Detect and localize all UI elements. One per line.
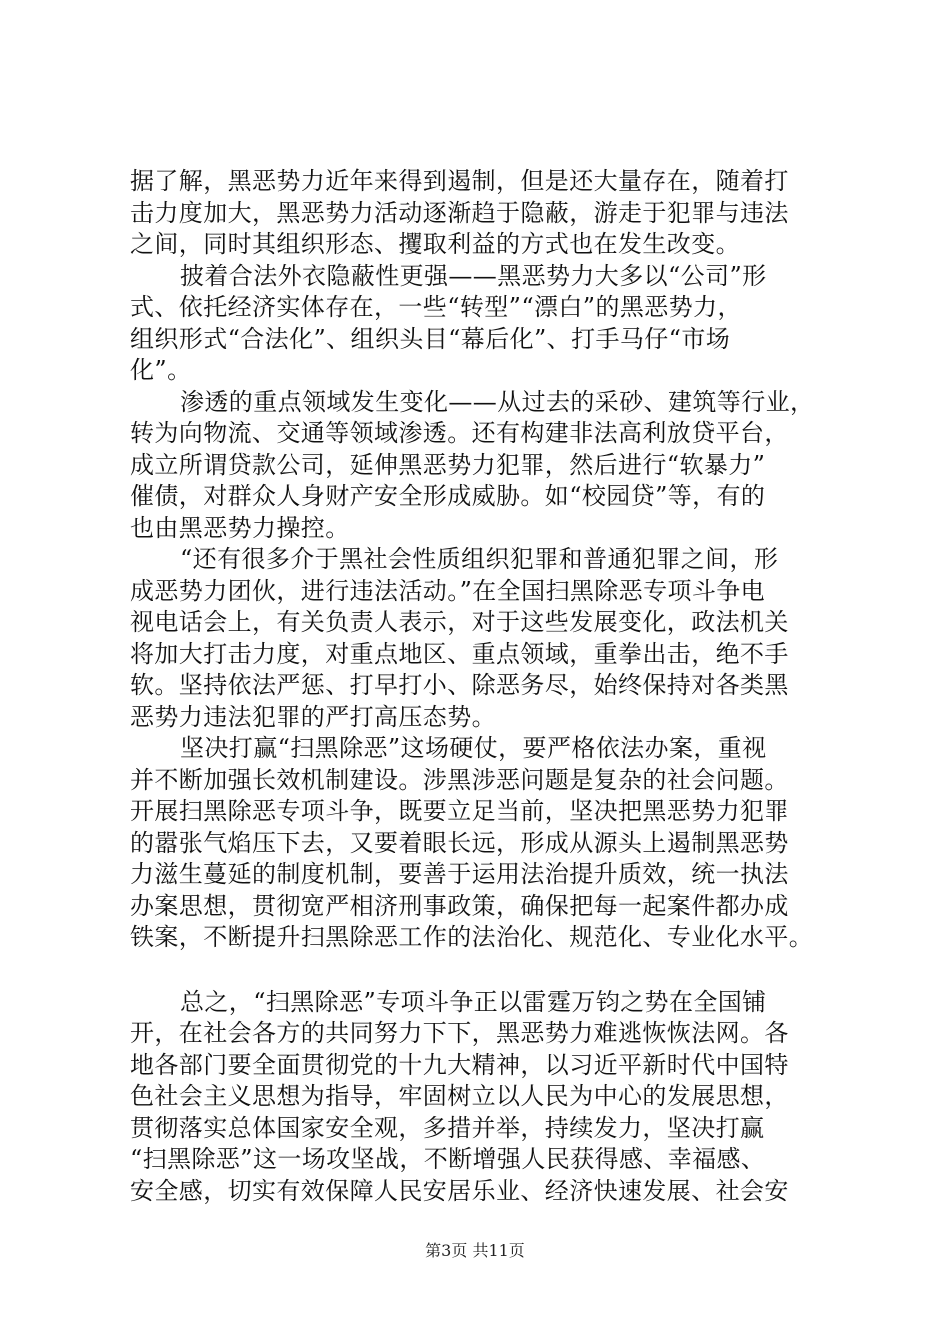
text-line: 恶势力违法犯罪的严打高压态势。 — [130, 702, 496, 731]
text-line: 将加大打击力度，对重点地区、重点领域，重拳出击，绝不手 — [130, 639, 789, 668]
text-line: 之间，同时其组织形态、攫取利益的方式也在发生改变。 — [130, 230, 740, 258]
text-line: 开，在社会各方的共同努力下下，黑恶势力难逃恢恢法网。各 — [130, 1019, 789, 1047]
text-line: 视电话会上，有关负责人表示，对于这些发展变化，政法机关 — [130, 608, 789, 636]
paragraph-1 — [130, 166, 830, 261]
text-line: 转为向物流、交通等领域渗透。还有构建非法高利放贷平台， — [130, 419, 789, 447]
paragraph-2 — [130, 261, 830, 387]
text-line: 地各部门要全面贯彻党的十九大精神，以习近平新时代中国特 — [130, 1050, 789, 1079]
text-line: 软。坚持依法严惩、打早打小、除恶务尽，始终保持对各类黑 — [130, 671, 789, 699]
text-line: 力滋生蔓延的制度机制，要善于运用法治提升质效，统一执法 — [130, 860, 789, 888]
text-line: 的嚣张气焰压下去，又要着眼长远，形成从源头上遏制黑恶势 — [130, 828, 789, 857]
document-body — [130, 166, 830, 1207]
text-line: “还有很多介于黑社会性质组织犯罪和普通犯罪之间，形 — [180, 545, 779, 573]
text-line: 铁案，不断提升扫黑除恶工作的法治化、规范化、专业化水平。 — [130, 923, 814, 951]
page-number-label: 第3页 共11页 — [425, 1241, 525, 1260]
paragraph-6 — [130, 987, 830, 1208]
paragraph-4 — [130, 544, 830, 733]
text-line: 化”。 — [130, 356, 192, 384]
text-line: 渗透的重点领域发生变化——从过去的采砂、建筑等行业， — [180, 387, 815, 416]
text-line: 成立所谓贷款公司，延伸黑恶势力犯罪，然后进行“软暴力” — [130, 450, 766, 479]
text-line: 安全感，切实有效保障人民安居乐业、经济快速发展、社会安 — [130, 1176, 789, 1205]
page-footer — [0, 1240, 950, 1262]
text-line: 击力度加大，黑恶势力活动逐渐趋于隐蔽，游走于犯罪与违法 — [130, 198, 789, 227]
text-line: 组织形式“合法化”、组织头目“幕后化”、打手马仔“市场 — [130, 324, 731, 353]
text-line: 也由黑恶势力操控。 — [130, 513, 350, 542]
text-line: 催债，对群众人身财产安全形成威胁。如“校园贷”等，有的 — [130, 482, 766, 510]
text-line: 披着合法外衣隐蔽性更强——黑恶势力大多以“公司”形 — [180, 261, 767, 290]
text-line: 总之，“扫黑除恶”专项斗争正以雷霆万钧之势在全国铺 — [180, 987, 767, 1016]
text-line: 并不断加强长效机制建设。涉黑涉恶问题是复杂的社会问题。 — [130, 765, 789, 794]
text-line: 开展扫黑除恶专项斗争，既要立足当前，坚决把黑恶势力犯罪 — [130, 797, 789, 825]
text-line: 贯彻落实总体国家安全观，多措并举，持续发力，坚决打赢 — [130, 1113, 765, 1142]
paragraph-5 — [130, 733, 830, 954]
text-line: 坚决打赢“扫黑除恶”这场硬仗，要严格依法办案，重视 — [180, 734, 767, 762]
text-line: 据了解，黑恶势力近年来得到遏制，但是还大量存在，随着打 — [130, 167, 789, 195]
text-line: 式、依托经济实体存在，一些“转型”“漂白”的黑恶势力， — [130, 293, 742, 321]
text-line: 办案思想，贯彻宽严相济刑事政策，确保把每一起案件都办成 — [130, 891, 789, 920]
text-line: 成恶势力团伙，进行违法活动。”在全国扫黑除恶专项斗争电 — [130, 576, 766, 605]
paragraph-3 — [130, 387, 830, 545]
text-line: “扫黑除恶”这一场攻坚战，不断增强人民获得感、幸福感、 — [130, 1145, 766, 1173]
text-line: 色社会主义思想为指导，牢固树立以人民为中心的发展思想， — [130, 1082, 789, 1110]
paragraph-spacer — [130, 954, 830, 987]
